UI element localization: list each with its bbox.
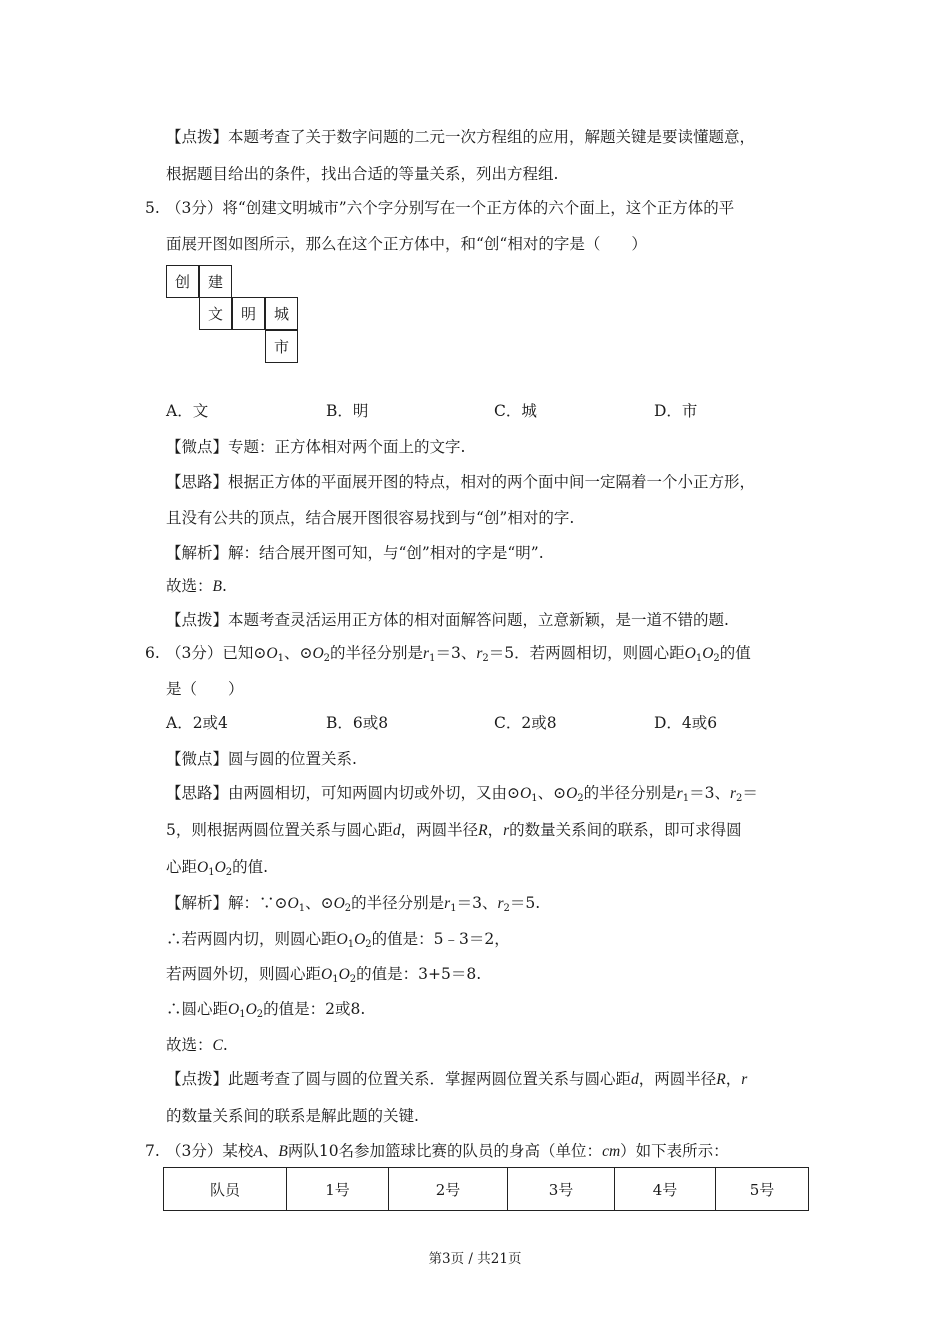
v: O — [333, 895, 345, 912]
v: cm — [602, 1143, 621, 1160]
t: ）如下表所示： — [620, 1142, 729, 1160]
table-cell: 2号 — [389, 1168, 508, 1211]
t: 、⊙ — [283, 644, 313, 662]
option-c: C．城 — [494, 402, 537, 420]
v: O — [354, 931, 366, 948]
option-a: A．2或4 — [166, 714, 228, 732]
comment-line: 根据题目给出的条件，找出合适的等量关系，列出方程组. — [166, 165, 559, 183]
t: ＝3、 — [689, 784, 730, 802]
table-row — [164, 1168, 809, 1211]
t: 的值是：2或8. — [263, 1000, 366, 1018]
t: 、 — [262, 1142, 279, 1160]
v: R — [478, 822, 488, 839]
net-cell: 市 — [265, 330, 298, 363]
t: （3分）某校 — [166, 1142, 254, 1160]
t: 的半径分别是 — [330, 644, 424, 662]
v: 2 — [323, 653, 331, 664]
t: 若两圆外切，则圆心距 — [166, 965, 322, 983]
option-d: D．4或6 — [654, 714, 718, 732]
t: 两队10名参加篮球比赛的队员的身高（单位： — [287, 1142, 603, 1160]
v: 2 — [349, 974, 357, 985]
question-6-stem — [145, 643, 751, 664]
v: r — [741, 1071, 748, 1088]
t: ， — [725, 1070, 742, 1088]
option-d: D．市 — [654, 402, 698, 420]
t: 的值. — [232, 858, 269, 876]
v: 2 — [225, 867, 233, 878]
v: 1 — [347, 939, 355, 950]
t: 【思路】由两圆相切，可知两圆内切或外切，又由⊙ — [166, 784, 520, 802]
v: 2 — [256, 1009, 264, 1020]
question-5-stem — [145, 198, 734, 218]
t: ∴若两圆内切，则圆心距 — [166, 930, 337, 948]
v: 2 — [365, 939, 372, 950]
v: O — [566, 785, 578, 802]
t: ＝5．若两圆相切，则圆心距 — [488, 644, 685, 662]
v: 1 — [682, 793, 690, 804]
v: 1 — [239, 1009, 246, 1020]
t: ，两圆半径 — [638, 1070, 717, 1088]
t: 心距 — [166, 858, 198, 876]
net-cell: 城 — [265, 297, 298, 330]
net-cell: 文 — [199, 297, 232, 330]
silu-line: 且没有公共的顶点，结合展开图很容易找到与“创”相对的字. — [166, 509, 575, 527]
v: 1 — [695, 653, 703, 664]
v: O — [336, 931, 348, 948]
v: O — [312, 645, 324, 662]
v: O — [245, 1001, 257, 1018]
v: r — [476, 645, 483, 662]
v: O — [520, 785, 532, 802]
v: B — [278, 1143, 288, 1160]
t: 【解析】解：∵⊙ — [166, 894, 288, 912]
question-6-stem-cont: 是（ ） — [166, 680, 244, 698]
silu-line — [166, 857, 268, 878]
question-number: 7. — [145, 1142, 160, 1160]
v: O — [266, 645, 278, 662]
jiexi: 【解析】解：结合展开图可知，与“创”相对的字是“明”. — [166, 544, 544, 562]
answer-line — [166, 1035, 228, 1056]
solution-step — [166, 964, 481, 985]
dianbo-cont: 的数量关系间的联系是解此题的关键. — [166, 1107, 419, 1125]
dianbo — [166, 1069, 747, 1090]
stem-text: （3分）将“创建文明城市”六个字分别写在一个正方体的六个面上，这个正方体的平 — [166, 199, 735, 217]
t: 的半径分别是 — [583, 784, 677, 802]
option-b: B．明 — [326, 402, 369, 420]
table-cell: 5号 — [716, 1168, 809, 1211]
net-cell: 建 — [199, 265, 232, 298]
question-7-stem — [145, 1141, 729, 1162]
dianbo: 【点拨】本题考查灵活运用正方体的相对面解答问题，立意新颖，是一道不错的题. — [166, 611, 729, 629]
v: 1 — [332, 974, 339, 985]
v: 2 — [736, 793, 743, 804]
v: 2 — [503, 903, 510, 914]
solution-step — [166, 999, 365, 1020]
jiexi — [166, 893, 540, 914]
v: 1 — [429, 653, 436, 664]
table-cell: 队员 — [164, 1168, 287, 1211]
net-cell: 创 — [166, 265, 199, 298]
t: 【点拨】此题考查了圆与圆的位置关系．掌握两圆位置关系与圆心距 — [166, 1070, 632, 1088]
t: 、⊙ — [537, 784, 567, 802]
t: ＝ — [742, 784, 758, 802]
v: O — [197, 859, 209, 876]
question-number: 5. — [145, 199, 160, 217]
option-a: A．文 — [166, 402, 209, 420]
answer-suffix: . — [221, 577, 227, 595]
t: ＝5. — [509, 894, 541, 912]
answer-letter: B — [212, 578, 222, 595]
v: 2 — [713, 653, 720, 664]
answer-suffix: . — [222, 1036, 228, 1054]
question-number: 6. — [145, 644, 160, 662]
v: r — [497, 895, 504, 912]
table-cell: 1号 — [287, 1168, 389, 1211]
v: r — [503, 822, 510, 839]
v: 1 — [208, 867, 215, 878]
v: O — [338, 966, 350, 983]
height-table — [163, 1167, 809, 1211]
v: O — [228, 1001, 240, 1018]
t: ＝3、 — [456, 894, 498, 912]
table-cell: 3号 — [508, 1168, 615, 1211]
table-cell: 4号 — [615, 1168, 716, 1211]
net-cell: 明 — [232, 297, 265, 330]
v: d — [392, 822, 401, 839]
v: r — [729, 785, 737, 802]
t: 的数量关系间的联系，即可求得圆 — [509, 821, 742, 839]
silu-line: 【思路】根据正方体的平面展开图的特点，相对的两个面中间一定隔着一个小正方形， — [166, 473, 756, 491]
v: 1 — [277, 653, 284, 664]
v: 1 — [298, 903, 306, 914]
t: （3分）已知⊙ — [166, 644, 267, 662]
t: 5，则根据两圆位置关系与圆心距 — [166, 821, 393, 839]
v: r — [676, 785, 683, 802]
v: 2 — [482, 653, 489, 664]
t: ＝3、 — [435, 644, 477, 662]
t: 的值 — [719, 644, 751, 662]
question-5-stem-cont: 面展开图如图所示，那么在这个正方体中，和“创“相对的字是（ ） — [166, 235, 647, 253]
v: O — [702, 645, 714, 662]
v: 1 — [450, 903, 457, 914]
v: O — [287, 895, 299, 912]
t: 的值是：5﹣3＝2， — [371, 930, 510, 948]
solution-step — [166, 929, 510, 950]
silu-line — [166, 783, 758, 804]
comment-line: 【点拨】本题考查了关于数字问题的二元一次方程组的应用，解题关键是要读懂题意， — [166, 128, 756, 146]
t: 的半径分别是 — [351, 894, 445, 912]
answer-prefix: 故选： — [166, 577, 213, 595]
answer-letter: C — [212, 1037, 223, 1054]
weidian: 【微点】专题：正方体相对两个面上的文字. — [166, 438, 466, 456]
option-c: C．2或8 — [494, 714, 557, 732]
t: ， — [487, 821, 504, 839]
t: 、⊙ — [305, 894, 334, 912]
t: ，两圆半径 — [400, 821, 479, 839]
page-footer: 第3页 / 共21页 — [428, 1251, 522, 1267]
v: 2 — [577, 793, 584, 804]
t: ∴圆心距 — [166, 1000, 229, 1018]
answer-prefix: 故选： — [166, 1036, 213, 1054]
silu-line — [166, 820, 742, 841]
v: R — [716, 1071, 726, 1088]
v: r — [444, 895, 451, 912]
option-b: B．6或8 — [326, 714, 389, 732]
answer-line — [166, 576, 227, 597]
v: 1 — [531, 793, 538, 804]
v: A — [253, 1143, 263, 1160]
weidian: 【微点】圆与圆的位置关系. — [166, 750, 357, 768]
v: r — [423, 645, 430, 662]
v: 2 — [344, 903, 352, 914]
v: O — [321, 966, 333, 983]
v: O — [684, 645, 696, 662]
t: 的值是：3+5＝8. — [356, 965, 482, 983]
v: O — [214, 859, 226, 876]
v: d — [631, 1071, 639, 1088]
